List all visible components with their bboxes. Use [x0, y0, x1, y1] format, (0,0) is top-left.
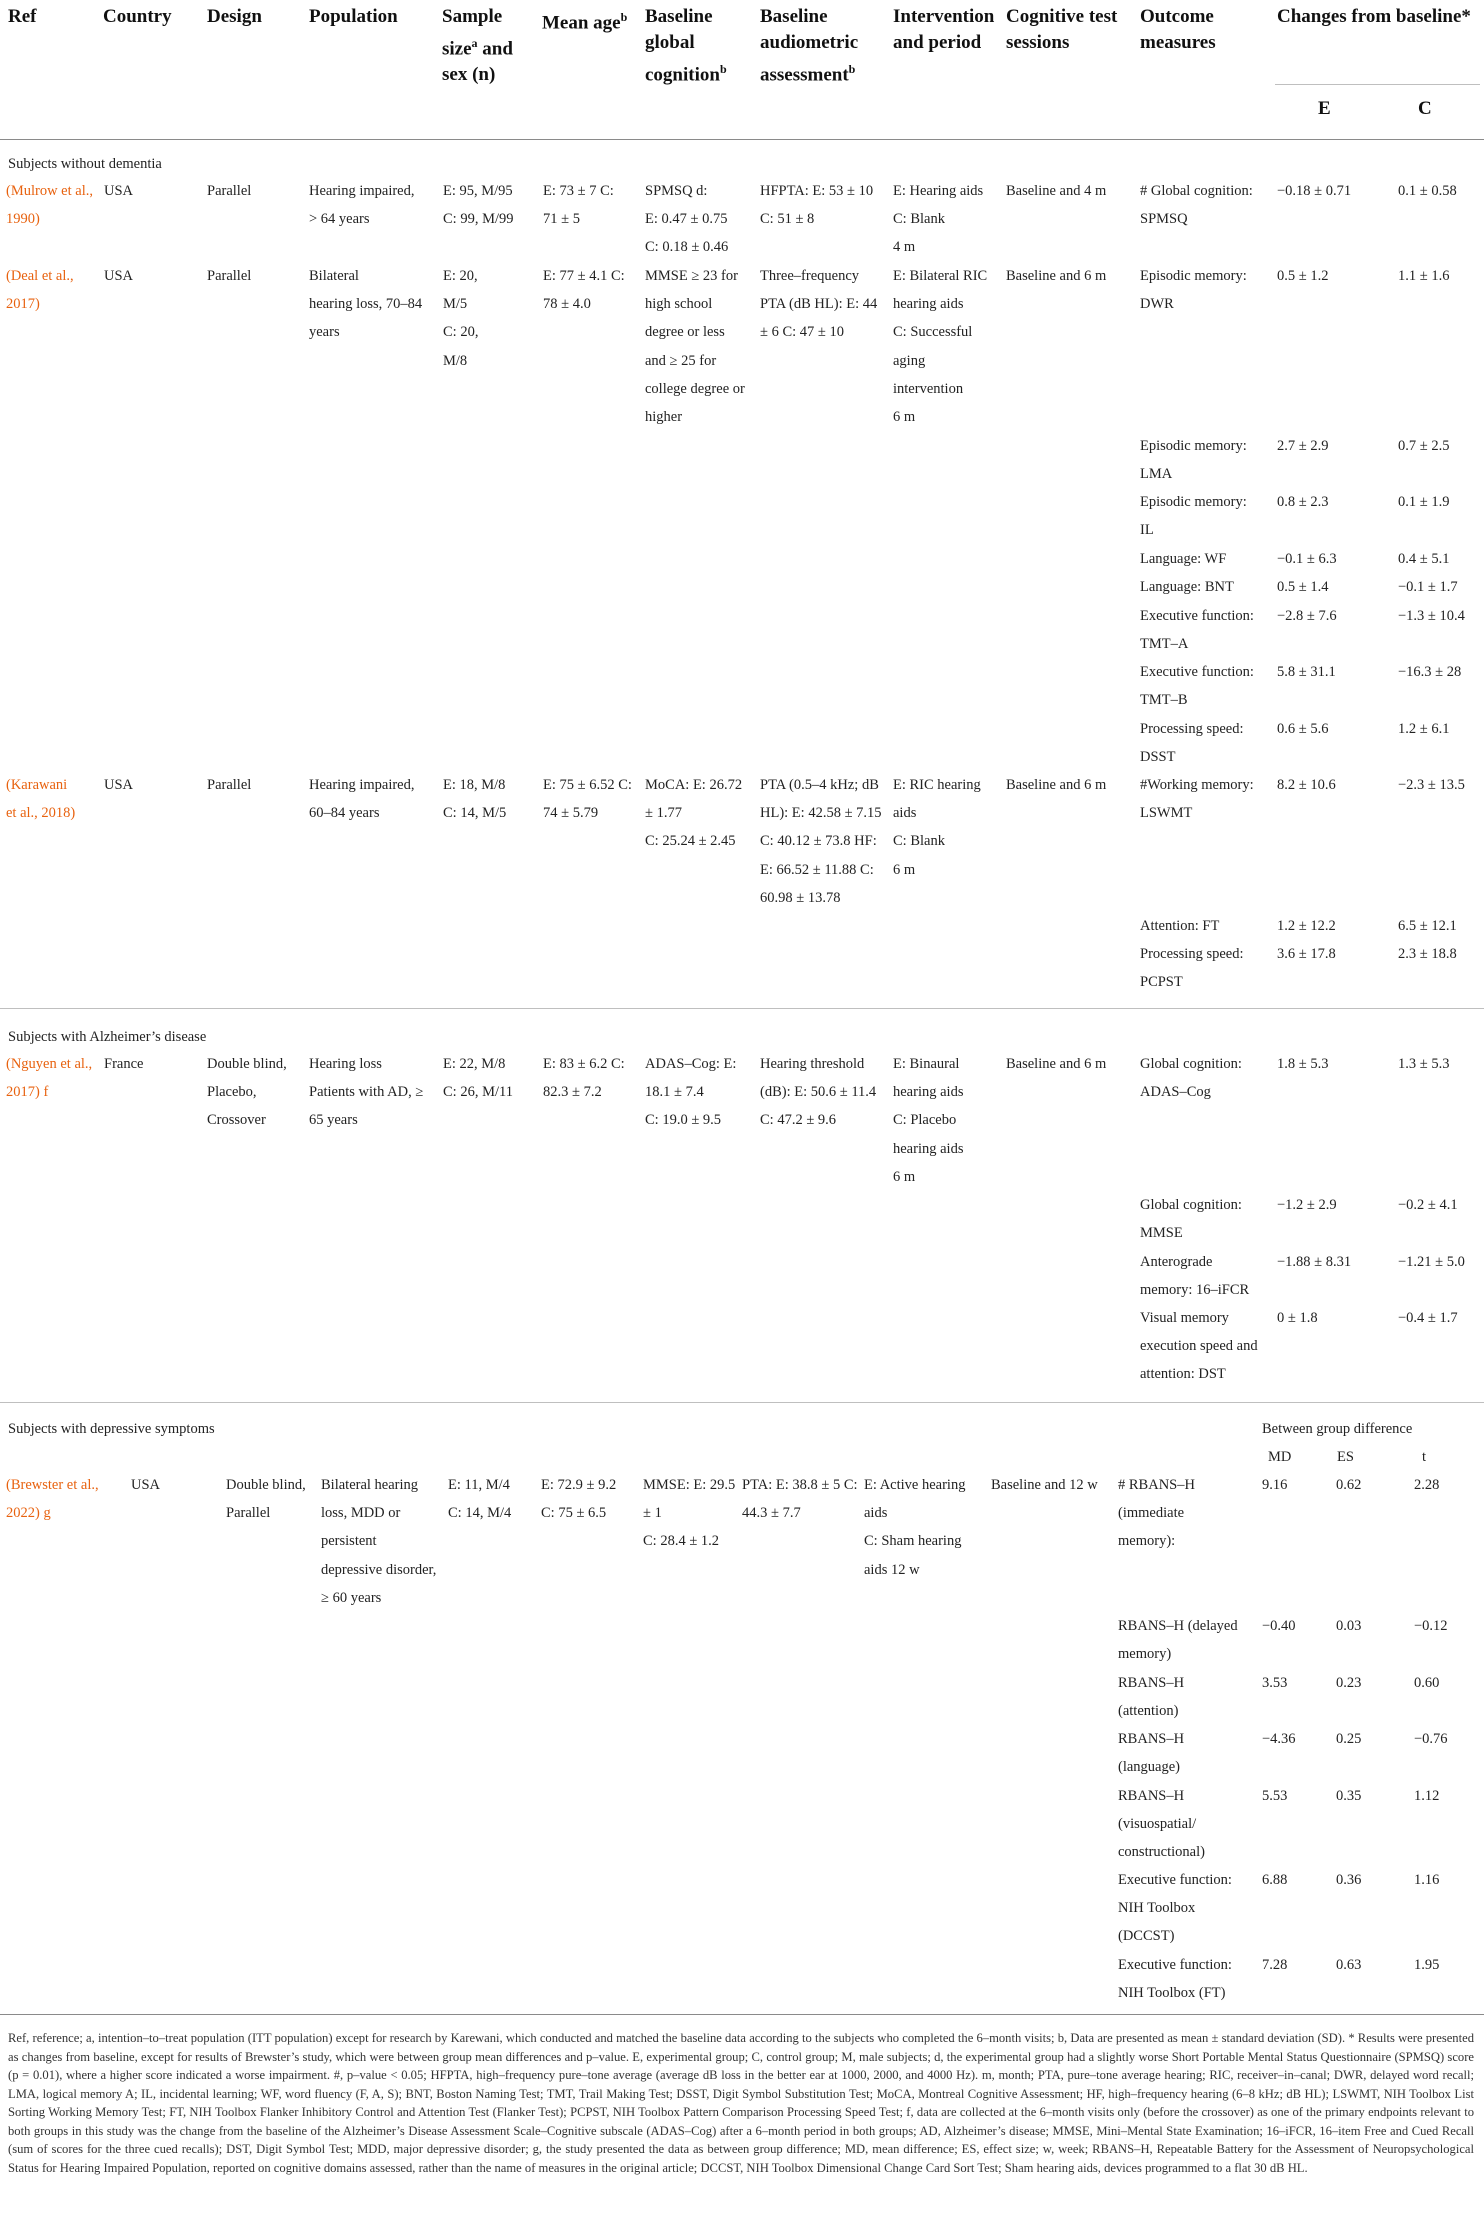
- ref-nguyen[interactable]: (Nguyen et al., 2017) f: [6, 1056, 93, 1101]
- between-t-header: t: [1422, 1449, 1427, 1465]
- header-sample-size: Sample size$^a$ and sex (n): [442, 6, 513, 86]
- mulrow-cognition: SPMSQ d: E: 0.47 ± 0.75 C: 0.18 ± 0.46: [645, 183, 729, 256]
- between-es-header: ES: [1337, 1449, 1354, 1465]
- karawani-e: 8.2 ± 10.6: [1277, 777, 1336, 793]
- table-bottom-rule: [0, 2014, 1484, 2015]
- between-md-header: MD: [1268, 1449, 1292, 1465]
- deal-c: 1.1 ± 1.6: [1398, 268, 1450, 284]
- brewster-t: −0.12: [1414, 1618, 1448, 1634]
- karawani-population: Hearing impaired, 60–84 years: [309, 777, 415, 822]
- header-ref: Ref: [8, 6, 37, 27]
- header-e: E: [1318, 98, 1331, 119]
- mulrow-intervention: E: Hearing aids C: Blank 4 m: [893, 183, 984, 256]
- header-outcome-measures: Outcome measures: [1140, 6, 1216, 53]
- nguyen-c: −0.2 ± 4.1: [1398, 1197, 1458, 1213]
- deal-e: 2.7 ± 2.9: [1277, 438, 1329, 454]
- nguyen-outcome: Anterograde memory: 16–iFCR: [1140, 1254, 1250, 1299]
- nguyen-sample: E: 22, M/8 C: 26, M/11: [443, 1056, 513, 1101]
- deal-outcome: Language: WF: [1140, 551, 1227, 567]
- brewster-t: 2.28: [1414, 1477, 1440, 1493]
- nguyen-intervention: E: Binaural hearing aids C: Placebo hearing aids 6 m: [893, 1056, 964, 1185]
- deal-c: 0.7 ± 2.5: [1398, 438, 1450, 454]
- deal-e: 0.6 ± 5.6: [1277, 721, 1329, 737]
- deal-c: 0.4 ± 5.1: [1398, 551, 1450, 567]
- brewster-audiometric: PTA: E: 38.8 ± 5 C: 44.3 ± 7.7: [742, 1477, 858, 1522]
- karawani-country: USA: [104, 777, 134, 793]
- nguyen-sessions: Baseline and 6 m: [1006, 1056, 1107, 1072]
- deal-outcome: Executive function: TMT–A: [1140, 608, 1254, 653]
- nguyen-e: −1.2 ± 2.9: [1277, 1197, 1337, 1213]
- ref-deal[interactable]: (Deal et al., 2017): [6, 268, 74, 313]
- nguyen-age: E: 83 ± 6.2 C: 82.3 ± 7.2: [543, 1056, 625, 1101]
- deal-e: 0.8 ± 2.3: [1277, 494, 1329, 510]
- nguyen-outcome: Global cognition: MMSE: [1140, 1197, 1242, 1242]
- brewster-t: 0.60: [1414, 1675, 1440, 1691]
- deal-e: −2.8 ± 7.6: [1277, 608, 1337, 624]
- brewster-population: Bilateral hearing loss, MDD or persistent depressive disorder, ≥ 60 years: [321, 1477, 437, 1606]
- deal-outcome: Language: BNT: [1140, 579, 1234, 595]
- section-without-dementia: Subjects without dementia: [8, 156, 162, 172]
- header-subrule: [1275, 84, 1480, 85]
- brewster-md: 7.28: [1262, 1957, 1288, 1973]
- brewster-age: E: 72.9 ± 9.2 C: 75 ± 6.5: [541, 1477, 617, 1522]
- nguyen-e: 1.8 ± 5.3: [1277, 1056, 1329, 1072]
- between-group-title: Between group difference: [1262, 1421, 1413, 1437]
- deal-c: 1.2 ± 6.1: [1398, 721, 1450, 737]
- brewster-country: USA: [131, 1477, 161, 1493]
- karawani-c: −2.3 ± 13.5: [1398, 777, 1465, 793]
- karawani-e: 3.6 ± 17.8: [1277, 946, 1336, 962]
- deal-e: 0.5 ± 1.2: [1277, 268, 1329, 284]
- deal-outcome: Processing speed: DSST: [1140, 721, 1244, 766]
- header-bottom-rule: [0, 139, 1484, 140]
- deal-e: 0.5 ± 1.4: [1277, 579, 1329, 595]
- brewster-es: 0.63: [1336, 1957, 1362, 1973]
- brewster-design: Double blind, Parallel: [226, 1477, 306, 1522]
- karawani-audiometric: PTA (0.5–4 kHz; dB HL): E: 42.58 ± 7.15 C: 40.12 ± 73.8 HF: E: 66.52 ± 11.88 C: 60.98 ± 13.78: [760, 777, 882, 906]
- brewster-t: 1.95: [1414, 1957, 1440, 1973]
- deal-age: E: 77 ± 4.1 C: 78 ± 4.0: [543, 268, 625, 313]
- karawani-design: Parallel: [207, 777, 252, 793]
- nguyen-c: −1.21 ± 5.0: [1398, 1254, 1465, 1270]
- header-c: C: [1418, 98, 1432, 119]
- table-footnote: Ref, reference; a, intention–to–treat population (ITT population) except for research by Karewani, which conducted and matched the baseline data according to the subjects who completed the 6–month visits; b, Data are presented as mean ± standard deviation (SD). * Results were presented as changes from baseline, except for results of Brewster’s study, which were between group mean differences and p–value. E, experimental group; C, control group; M, male subjects; d, the experimental group had a slightly worse Short Portable Mental Status Questionnaire (SPMSQ) score (p = 0.01), where a higher score indicated a worse impairment. #, p–value < 0.05; HFPTA, high–frequency pure–tone average (average dB loss in the better ear at 1000, 2000, and 4000 Hz). m, month; PTA, pure–tone average hearing; RIC, receiver–in–canal; DWR, delayed word recall; LMA, logical memory A; IL, incidental learning; WF, word fluency (F, A, S); BNT, Boston Naming Test; TMT, Trail Making Test; DSST, Digit Symbol Substitution Test; MoCA, Montreal Cognitive Assessment; HF, high–frequency hearing (6–8 kHz; dB HL); LSWMT, NIH Toolbox List Sorting Working Memory Test; FT, NIH Toolbox Flanker Inhibitory Control and Attention Test (Flanker Test); PCPST, NIH Toolbox Pattern Comparison Processing Speed Test; f, data are collected at the 6–month visits only (before the crossover) as one of the primary endpoints relevant to both groups in this study was the change from the baseline of the Alzheimer’s Disease Assessment Scale–Cognitive subscale (ADAS–Cog) after a 6–month period in both groups; AD, Alzheimer’s disease; MMSE, Mini–Mental State Examination; 16–iFCR, 16–item Free and Cued Recall (sum of scores for the three cued recalls); DST, Digit Symbol Test; MDD, major depressive disorder; g, the study presented the data as between group difference; MD, mean difference; ES, effect size; w, week; RBANS–H, Repeatable Battery for the Assessment of Neuropsychological Status for Hearing Impaired Population, reported on cognitive domains assessed, rather than the name of measures in the original article; DCCST, NIH Toolbox Dimensional Change Card Sort Test; Sham hearing aids, devices programmed to a flat 30 dB HL.: [8, 2031, 1474, 2175]
- nguyen-e: 0 ± 1.8: [1277, 1310, 1318, 1326]
- deal-design: Parallel: [207, 268, 252, 284]
- section-depressive: Subjects with depressive symptoms: [8, 1421, 215, 1437]
- deal-outcome: Executive function: TMT–B: [1140, 664, 1254, 709]
- brewster-outcome: RBANS–H (language): [1118, 1731, 1185, 1776]
- section-rule: [0, 1402, 1484, 1403]
- mulrow-sample: E: 95, M/95 C: 99, M/99: [443, 183, 514, 228]
- brewster-md: −0.40: [1262, 1618, 1296, 1634]
- ref-brewster[interactable]: (Brewster et al., 2022) g: [6, 1477, 99, 1522]
- mulrow-outcome: # Global cognition: SPMSQ: [1140, 183, 1253, 228]
- karawani-outcome: Processing speed: PCPST: [1140, 946, 1244, 991]
- nguyen-design: Double blind, Placebo, Crossover: [207, 1056, 287, 1129]
- deal-outcome: Episodic memory: LMA: [1140, 438, 1247, 483]
- nguyen-audiometric: Hearing threshold (dB): E: 50.6 ± 11.4 C: 47.2 ± 9.6: [760, 1056, 877, 1129]
- deal-e: −0.1 ± 6.3: [1277, 551, 1337, 567]
- header-intervention: Intervention and period: [893, 6, 995, 53]
- brewster-md: 5.53: [1262, 1788, 1288, 1804]
- deal-country: USA: [104, 268, 134, 284]
- mulrow-population: Hearing impaired, > 64 years: [309, 183, 415, 228]
- deal-c: −0.1 ± 1.7: [1398, 579, 1458, 595]
- nguyen-c: −0.4 ± 1.7: [1398, 1310, 1458, 1326]
- karawani-sample: E: 18, M/8 C: 14, M/5: [443, 777, 507, 822]
- brewster-es: 0.35: [1336, 1788, 1362, 1804]
- header-baseline-cognition: Baseline global cognition$^b$: [645, 6, 727, 86]
- section-alzheimers: Subjects with Alzheimer’s disease: [8, 1029, 207, 1045]
- section-rule: [0, 1008, 1484, 1009]
- brewster-cognition: MMSE: E: 29.5 ± 1 C: 28.4 ± 1.2: [643, 1477, 736, 1550]
- deal-sample: E: 20, M/5 C: 20, M/8: [443, 268, 479, 369]
- mulrow-design: Parallel: [207, 183, 252, 199]
- brewster-md: 9.16: [1262, 1477, 1288, 1493]
- deal-c: 0.1 ± 1.9: [1398, 494, 1450, 510]
- brewster-t: 1.12: [1414, 1788, 1440, 1804]
- header-population: Population: [309, 6, 398, 27]
- brewster-sessions: Baseline and 12 w: [991, 1477, 1098, 1493]
- brewster-outcome: # RBANS–H (immediate memory):: [1118, 1477, 1195, 1550]
- brewster-es: 0.03: [1336, 1618, 1362, 1634]
- deal-audiometric: Three–frequency PTA (dB HL): E: 44 ± 6 C: 47 ± 10: [760, 268, 878, 341]
- nguyen-outcome: Visual memory execution speed and attention: DST: [1140, 1310, 1258, 1383]
- deal-intervention: E: Bilateral RIC hearing aids C: Successful aging intervention 6 m: [893, 268, 988, 426]
- deal-c: −1.3 ± 10.4: [1398, 608, 1465, 624]
- header-baseline-audiometric: Baseline audiometric assessment$^b$: [760, 6, 859, 86]
- header-test-sessions: Cognitive test sessions: [1006, 6, 1118, 53]
- brewster-outcome: Executive function: NIH Toolbox (FT): [1118, 1957, 1232, 2002]
- karawani-c: 2.3 ± 18.8: [1398, 946, 1457, 962]
- deal-cognition: MMSE ≥ 23 for high school degree or less and ≥ 25 for college degree or higher: [645, 268, 745, 426]
- nguyen-country: France: [104, 1056, 144, 1072]
- nguyen-cognition: ADAS–Cog: E: 18.1 ± 7.4 C: 19.0 ± 9.5: [645, 1056, 737, 1129]
- brewster-es: 0.23: [1336, 1675, 1362, 1691]
- brewster-outcome: Executive function: NIH Toolbox (DCCST): [1118, 1872, 1232, 1945]
- karawani-e: 1.2 ± 12.2: [1277, 918, 1336, 934]
- mulrow-country: USA: [104, 183, 134, 199]
- mulrow-c: 0.1 ± 0.58: [1398, 183, 1457, 199]
- brewster-md: 6.88: [1262, 1872, 1288, 1888]
- deal-sessions: Baseline and 6 m: [1006, 268, 1107, 284]
- ref-karawani[interactable]: (Karawani et al., 2018): [6, 777, 76, 822]
- brewster-md: −4.36: [1262, 1731, 1296, 1747]
- karawani-c: 6.5 ± 12.1: [1398, 918, 1457, 934]
- nguyen-c: 1.3 ± 5.3: [1398, 1056, 1450, 1072]
- nguyen-outcome: Global cognition: ADAS–Cog: [1140, 1056, 1242, 1101]
- header-design: Design: [207, 6, 262, 27]
- brewster-outcome: RBANS–H (attention): [1118, 1675, 1185, 1720]
- brewster-outcome: RBANS–H (visuospatial/ constructional): [1118, 1788, 1205, 1861]
- deal-population: Bilateral hearing loss, 70–84 years: [309, 268, 423, 341]
- deal-e: 5.8 ± 31.1: [1277, 664, 1336, 680]
- nguyen-e: −1.88 ± 8.31: [1277, 1254, 1352, 1270]
- brewster-md: 3.53: [1262, 1675, 1288, 1691]
- brewster-es: 0.25: [1336, 1731, 1362, 1747]
- brewster-outcome: RBANS–H (delayed memory): [1118, 1618, 1238, 1663]
- mulrow-age: E: 73 ± 7 C: 71 ± 5: [543, 183, 614, 228]
- karawani-age: E: 75 ± 6.52 C: 74 ± 5.79: [543, 777, 632, 822]
- deal-c: −16.3 ± 28: [1398, 664, 1462, 680]
- deal-outcome: Episodic memory: IL: [1140, 494, 1247, 539]
- brewster-t: 1.16: [1414, 1872, 1440, 1888]
- brewster-es: 0.36: [1336, 1872, 1362, 1888]
- karawani-sessions: Baseline and 6 m: [1006, 777, 1107, 793]
- karawani-intervention: E: RIC hearing aids C: Blank 6 m: [893, 777, 981, 878]
- karawani-cognition: MoCA: E: 26.72 ± 1.77 C: 25.24 ± 2.45: [645, 777, 743, 850]
- header-mean-age: Mean age$^b$: [542, 10, 628, 34]
- brewster-t: −0.76: [1414, 1731, 1448, 1747]
- brewster-es: 0.62: [1336, 1477, 1362, 1493]
- karawani-outcome: #Working memory: LSWMT: [1140, 777, 1254, 822]
- deal-outcome: Episodic memory: DWR: [1140, 268, 1247, 313]
- header-changes-from-baseline: Changes from baseline*: [1277, 6, 1471, 27]
- karawani-outcome: Attention: FT: [1140, 918, 1220, 934]
- mulrow-sessions: Baseline and 4 m: [1006, 183, 1107, 199]
- mulrow-audiometric: HFPTA: E: 53 ± 10 C: 51 ± 8: [760, 183, 874, 228]
- nguyen-population: Hearing loss Patients with AD, ≥ 65 years: [309, 1056, 424, 1129]
- ref-mulrow[interactable]: (Mulrow et al., 1990): [6, 183, 93, 228]
- brewster-sample: E: 11, M/4 C: 14, M/4: [448, 1477, 512, 1522]
- header-country: Country: [103, 6, 172, 27]
- mulrow-e: −0.18 ± 0.71: [1277, 183, 1352, 199]
- brewster-intervention: E: Active hearing aids C: Sham hearing aids 12 w: [864, 1477, 966, 1578]
